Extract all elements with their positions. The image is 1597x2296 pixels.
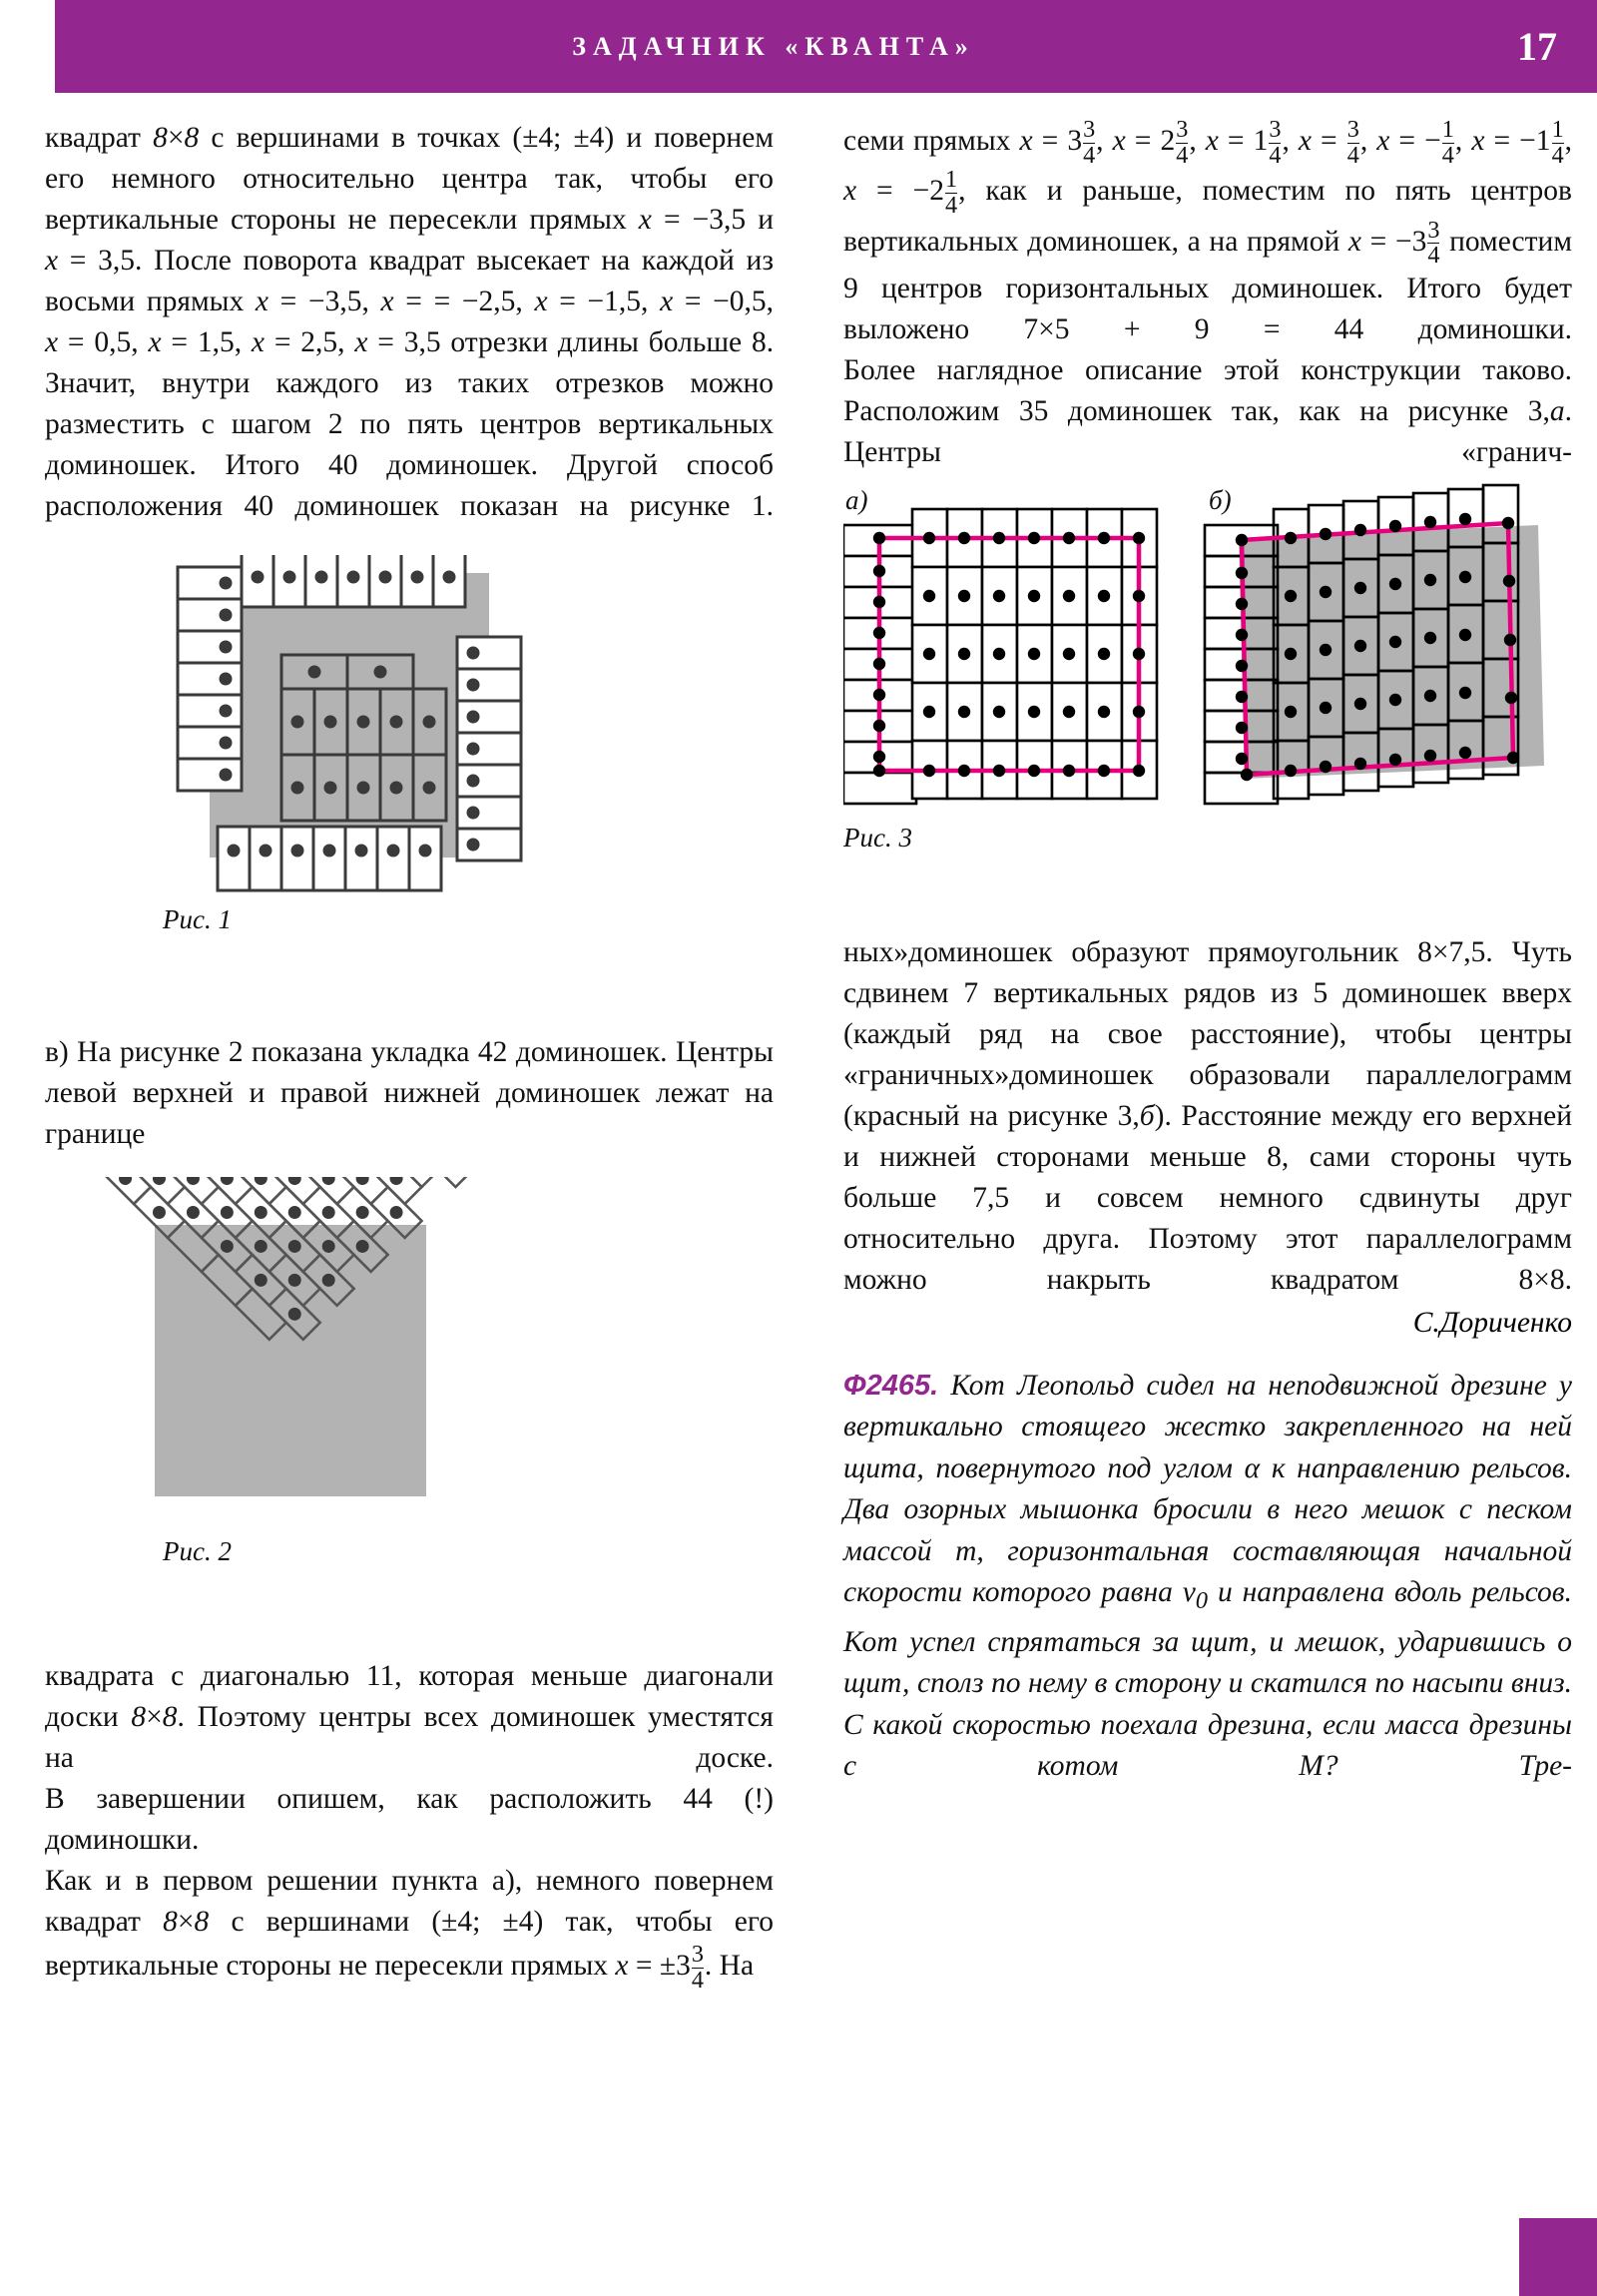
- paragraph-after-fig3: ных»доминошек образуют прямоугольник 8×7,5. Чуть сдвинем 7 вертикальных рядов из 5 доминошек вверх (каждый ряд на свое расстояние), чтобы центры «граничных»доминошек образовали параллелограмм (красный на рисунке 3,б). Расстояние между его верхней и нижней сторонами меньше 8, сами стороны чуть больше 7,5 и совсем немного сдвинуты друг относительно друга. Поэтому этот параллелограмм можно накрыть квадратом 8×8.: [843, 935, 1572, 1296]
- page-title: ЗАДАЧНИК «КВАНТА»: [572, 31, 975, 61]
- figure-3b-label: б): [1209, 484, 1232, 515]
- figure-1: [45, 555, 774, 974]
- figure-2: [45, 1177, 774, 1606]
- left-column: [45, 118, 774, 1993]
- paragraph-44-intro: В завершении опишем, как расположить 44 (!) доминошки.: [45, 1783, 774, 1856]
- figure-3-graphic: [843, 483, 1572, 882]
- paragraph-rotate-square: Как и в первом решении пункта а), немного повернем квадрат 8×8 с вершинами (±4; ±4) так, чтобы его вертикальные стороны не пересекли прямых x = ±3 $\frac{3}{4}$ . На: [45, 1865, 774, 1994]
- page-header-band: [55, 0, 1597, 93]
- corner-accent-band: [1519, 2218, 1597, 2296]
- problem-number: Ф2465.: [843, 1369, 939, 1402]
- figure-3-caption: Рис. 3: [843, 822, 912, 853]
- paragraph-seven-lines: семи прямых x = 3 $\frac{3}{4}$ , x = 2 $\frac{3}{4}$ , x = 1 $\frac{3}{4}$ , x = $\frac{3}{4}$ , x = − $\frac{1}{4}$ , x = −1 $\frac{1}{4}$ , x = −2 $\frac{1}{4}$ , как и раньше, поместим по пять центров вертикальных доминошек, а на прямой x = −3 $\frac{3}{4}$ поместим 9 центров горизонтальных доминошек. Итого будет выложено 7×5 + 9 = 44 доминошки.: [843, 116, 1573, 345]
- author-attribution: С.Дориченко: [1412, 1306, 1572, 1339]
- figure-2-caption: Рис. 2: [163, 1536, 232, 1566]
- figure-1-graphic: [45, 555, 774, 974]
- paragraph-after-fig2: квадрата с диагональю 11, которая меньше диагонали доски 8×8. Поэтому центры всех доминошек уместятся на доске.: [45, 1660, 774, 1774]
- figure-3a-label: а): [845, 484, 868, 515]
- figure-1-caption: Рис. 1: [163, 904, 232, 934]
- paragraph-v: в) На рисунке 2 показана укладка 42 доминошек. Центры левой верхней и правой нижней доминошек лежат на границе: [45, 1036, 774, 1150]
- right-column: [843, 118, 1572, 1788]
- paragraph-fig3-intro: Более наглядное описание этой конструкции таково. Расположим 35 доминошек так, как на рисунке 3,а. Центры «гранич-: [843, 353, 1572, 468]
- paragraph-a-continuation: квадрат 8×8 с вершинами в точках (±4; ±4) и повернем его немного относительно центра так, чтобы его вертикальные стороны не пересекли прямых x = −3,5 и x = 3,5. После поворота квадрат высекает на каждой из восьми прямых x = −3,5, x = = −2,5, x = −1,5, x = −0,5, x = 0,5, x = 1,5, x = 2,5, x = 3,5 отрезки длины больше 8. Значит, внутри каждого из таких отрезков можно разместить с шагом 2 по пять центров вертикальных доминошек. Итого 40 доминошек. Другой способ расположения 40 доминошек показан на рисунке 1.: [45, 122, 775, 522]
- page-number: 17: [1517, 24, 1557, 69]
- figure-2-graphic: [45, 1177, 774, 1606]
- problem-f2465: Ф2465. Кот Леопольд сидел на неподвижной дрезине у вертикально стоящего жестко закрепленного на ней щита, повернутого под углом α к направлению рельсов. Два озорных мышонка бросили в него мешок с песком массой m, горизонтальная составляющая начальной скорости которого равна $v_0$ и направлена вдоль рельсов. Кот успел спрятаться за щит, и мешок, ударившись о щит, сполз по нему в сторону и скатился по насыпи вниз. С какой скоростью поехала дрезина, если масса дрезины с котом М? Тре-: [843, 1369, 1573, 1783]
- figure-3: [843, 483, 1572, 882]
